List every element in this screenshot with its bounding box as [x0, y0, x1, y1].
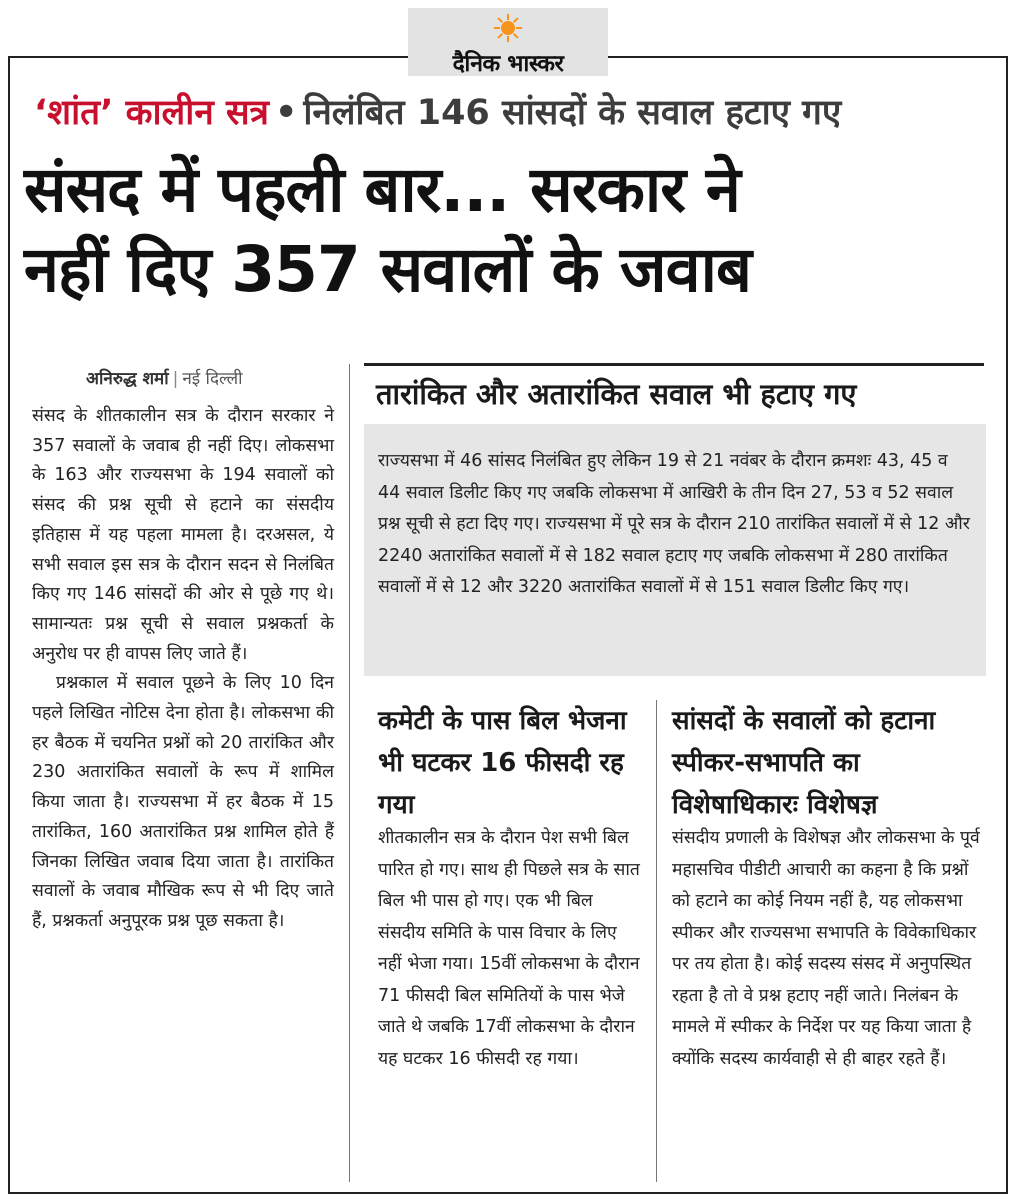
kicker-bullet: •	[274, 93, 298, 133]
side-story-title: तारांकित और अतारांकित सवाल भी हटाए गए	[376, 377, 857, 411]
side-story-box	[364, 424, 986, 676]
masthead-brand: दैनिक भास्कर	[452, 51, 564, 77]
committee-box-body: शीतकालीन सत्र के दौरान पेश सभी बिल पारित हो गए। साथ ही पिछले सत्र के सात बिल भी पास हो गए। एक भी बिल संसदीय समिति के पास विचार के लिए नहीं भेजा गया। 15वीं लोकसभा के दौरान 71 फीसदी बिल समितियों के पास भेजे जाते थे जबकि 17वीं लोकसभा के दौरान यह घटकर 16 फीसदी रह गया।	[378, 828, 640, 1069]
headline-line-2: नहीं दिए 357 सवालों के जवाब	[24, 233, 751, 306]
main-story-paragraph-1: संसद के शीतकालीन सत्र के दौरान सरकार ने 357 सवालों के जवाब ही नहीं दिए। लोकसभा के 163 और राज्यसभा के 194 सवालों को संसद की प्रश्न सूची से हटाने का संसदीय इतिहास में यह पहला मामला है। दरअसल, ये सभी सवाल इस सत्र के दौरान सदन से निलंबित किए गए 146 सांसदों की ओर से पूछे गए थे। सामान्यतः प्रश्न सूची से सवाल प्रश्नकर्ता के अनुरोध पर ही वापस लिए जाते हैं।	[32, 406, 334, 664]
byline-separator: |	[172, 369, 179, 389]
kicker-text: निलंबित 146 सांसदों के सवाल हटाए गए	[303, 93, 842, 133]
kicker-highlight: ‘शांत’ कालीन सत्र	[34, 93, 269, 133]
masthead	[408, 8, 608, 76]
column-divider-2	[656, 700, 657, 1182]
column-divider-1	[349, 364, 350, 1182]
side-story-body: राज्यसभा में 46 सांसद निलंबित हुए लेकिन 19 से 21 नवंबर के दौरान क्रमशः 43, 45 व 44 सवाल डिलीट किए गए जबकि लोकसभा में आखिरी के तीन दिन 27, 53 व 52 सवाल प्रश्न सूची से हटा दिए गए। राज्यसभा में पूरे सत्र के दौरान 210 तारांकित सवालों में से 12 और 2240 अतारांकित सवालों में से 182 सवाल हटाए गए जबकि लोकसभा में 280 तारांकित सवालों में से 12 और 3220 अतारांकित सवालों में से 151 सवाल डिलीट किए गए।	[378, 451, 970, 598]
expert-box-body: संसदीय प्रणाली के विशेषज्ञ और लोकसभा के पूर्व महासचिव पीडीटी आचारी का कहना है कि प्रश्नों को हटाने का कोई नियम नहीं है, यह लोकसभा स्पीकर और राज्यसभा सभापति के विवेकाधिकार पर तय होता है। कोई सदस्य संसद में अनुपस्थित रहता है तो वे प्रश्न हटाए नहीं जाते। निलंबन के मामले में स्पीकर के निर्देश पर यह किया जाता है क्योंकि सदस्य कार्यवाही से ही बाहर रहते हैं।	[672, 828, 980, 1069]
headline	[24, 150, 1004, 310]
main-story-paragraph-2: प्रश्नकाल में सवाल पूछने के लिए 10 दिन पहले लिखित नोटिस देना होता है। लोकसभा की हर बैठक में चयनित प्रश्नों को 20 तारांकित और 230 अतारांकित सवालों के रूप में शामिल किया जाता है। राज्यसभा में हर बैठक में 15 तारांकित, 160 अतारांकित प्रश्न शामिल होते हैं जिनका लिखित जवाब दिया जाता है। तारांकित सवालों के जवाब मौखिक रूप से भी दिए जाते हैं, प्रश्नकर्ता अनुपूरक प्रश्न पूछ सकता है।	[32, 673, 334, 931]
side-story-rule	[364, 363, 984, 366]
sun-logo-icon	[494, 14, 522, 42]
byline-author: अनिरुद्ध शर्मा	[86, 369, 169, 389]
byline	[86, 366, 356, 389]
kicker	[34, 88, 994, 135]
byline-place: नई दिल्ली	[182, 369, 243, 389]
expert-box-title: सांसदों के सवालों को हटाना स्पीकर-सभापति का विशेषाधिकारः विशेषज्ञ	[672, 706, 936, 820]
main-story	[32, 402, 334, 937]
committee-box-title: कमेटी के पास बिल भेजना भी घटकर 16 फीसदी रह गया	[378, 706, 627, 820]
headline-line-1: संसद में पहली बार... सरकार ने	[24, 153, 740, 226]
